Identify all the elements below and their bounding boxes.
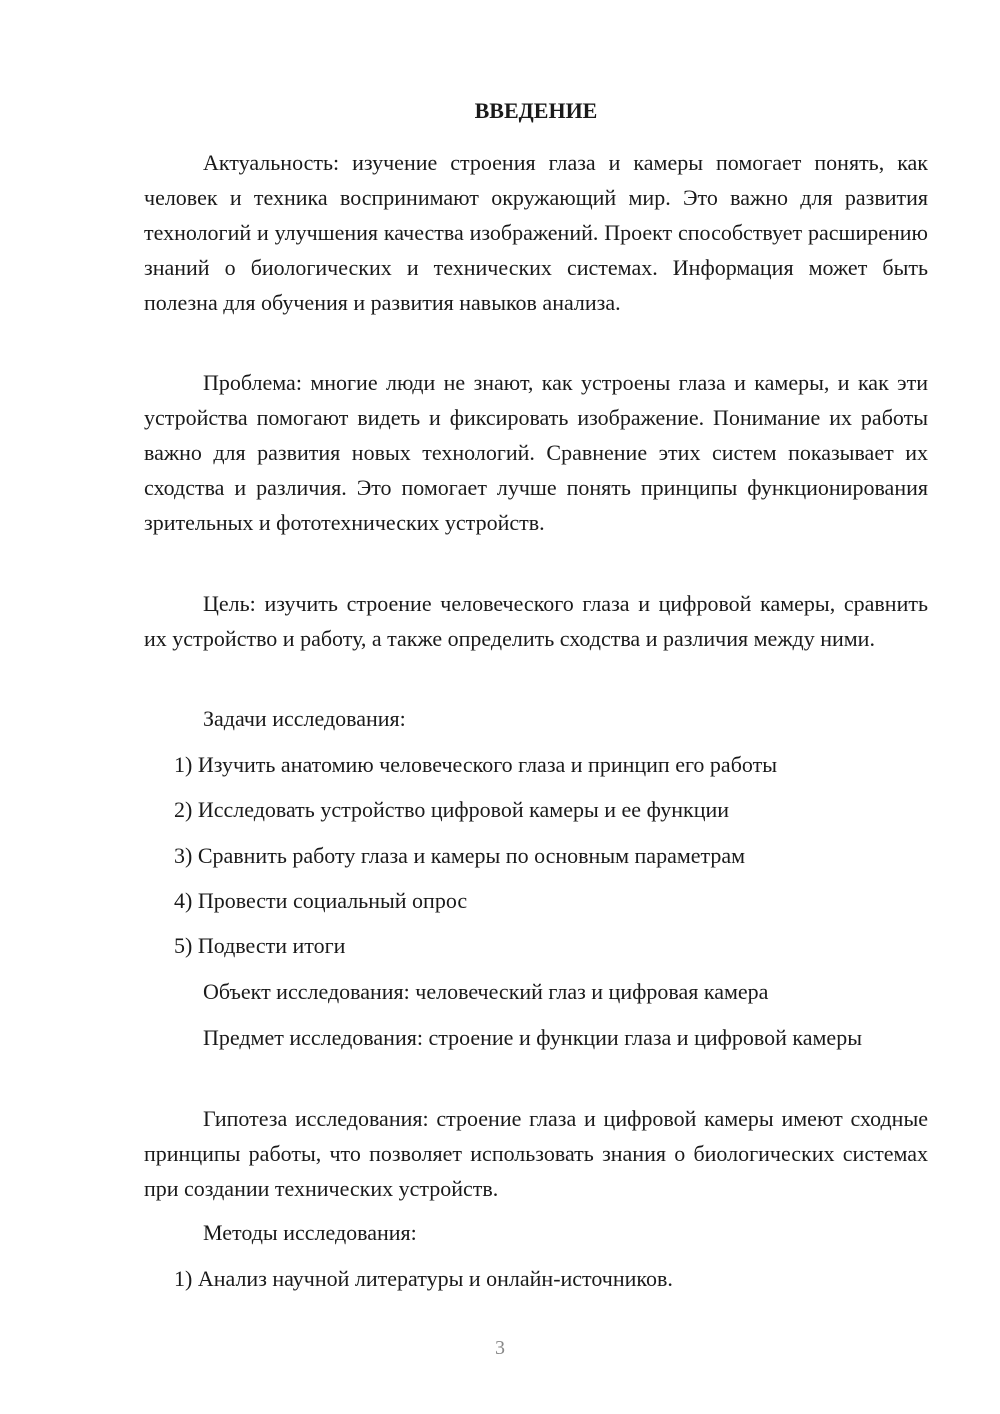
task-item: 4) Провести социальный опрос — [174, 888, 468, 913]
task-item: 5) Подвести итоги — [174, 933, 346, 958]
methods-title: Методы исследования: — [203, 1220, 417, 1245]
tasks-title: Задачи исследования: — [203, 706, 406, 731]
goal-paragraph: Цель: изучить строение человеческого глаза и цифровой камеры, сравнить их устройство и работу, а также определить сходства и различия между ними. — [144, 591, 928, 651]
task-item: 2) Исследовать устройство цифровой камеры и ее функции — [174, 797, 730, 822]
method-item: 1) Анализ научной литературы и онлайн-источников. — [174, 1266, 673, 1291]
problem-paragraph: Проблема: многие люди не знают, как устроены глаза и камеры, и как эти устройства помогают видеть и фиксировать изображение. Понимание их работы важно для развития новых технологий. Сравнение этих систем показывает их сходства и различия. Это помогает лучше понять принципы функционирования зрительных и фототехнических устройств. — [144, 370, 928, 535]
section-heading: ВВЕДЕНИЕ — [474, 98, 598, 123]
page-number: 3 — [495, 1337, 505, 1359]
subject-paragraph: Предмет исследования: строение и функции глаза и цифровой камеры — [203, 1025, 862, 1050]
hypothesis-paragraph: Гипотеза исследования: строение глаза и цифровой камеры имеют сходные принципы работы, что позволяет использовать знания о биологических системах при создании технических устройств. — [144, 1106, 928, 1201]
relevance-paragraph: Актуальность: изучение строения глаза и камеры помогает понять, как человек и техника воспринимают окружающий мир. Это важно для развития технологий и улучшения качества изображений. Проект способствует расширению знаний о биологических и технических системах. Информация может быть полезна для обучения и развития навыков анализа. — [144, 150, 928, 315]
object-line: Объект исследования: человеческий глаз и цифровая камера — [203, 979, 769, 1004]
task-item: 3) Сравнить работу глаза и камеры по основным параметрам — [174, 843, 746, 868]
task-item: 1) Изучить анатомию человеческого глаза и принцип его работы — [174, 752, 777, 777]
